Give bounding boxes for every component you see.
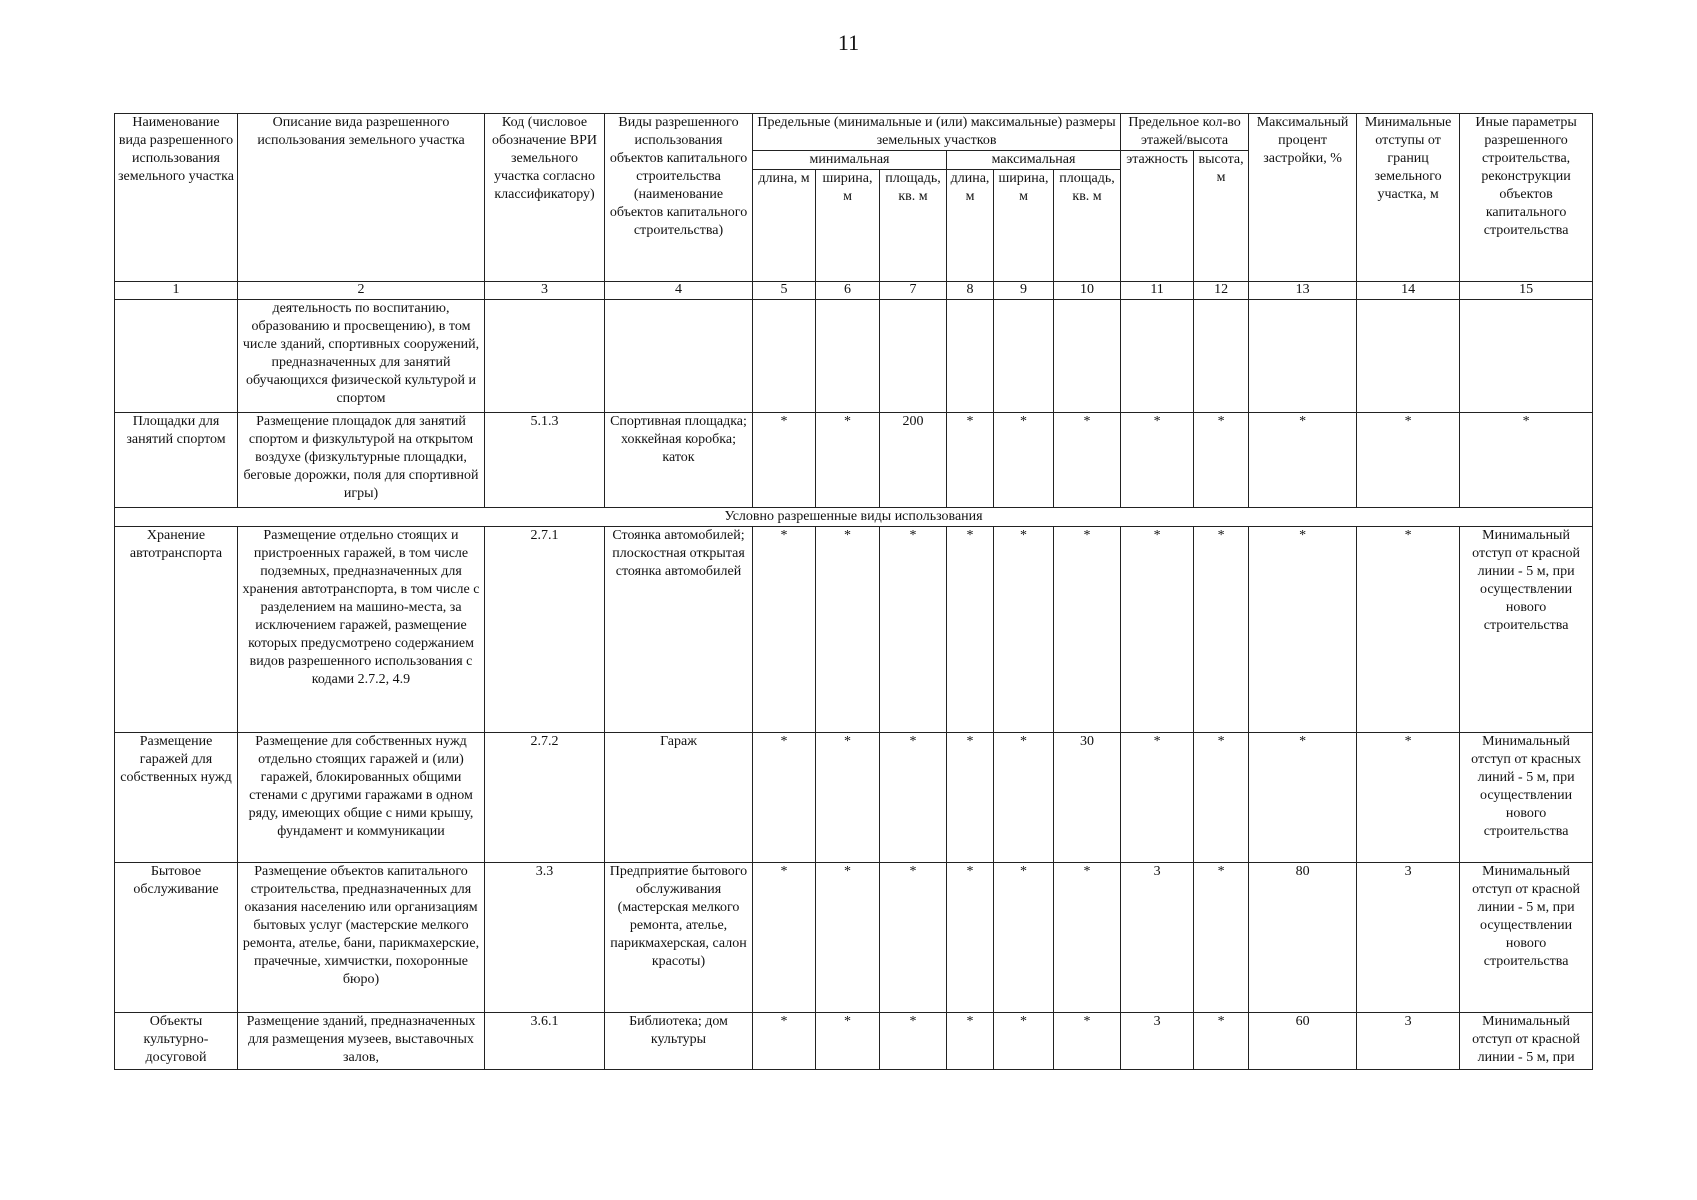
cell-value: * [1121,413,1194,508]
cell-value: * [947,733,994,863]
column-number: 8 [947,282,994,300]
column-number: 2 [238,282,485,300]
cell-value: * [816,413,880,508]
cell-value: * [947,413,994,508]
cell-value: Минимальный отступ от красных линий - 5 м, при осуществлении нового строительства [1460,733,1593,863]
table-row [115,863,1593,1013]
cell-description: Размещение объектов капитального строительства, предназначенных для оказания населению или организациям бытовых услуг (мастерские мелкого ремонта, ателье, бани, парикмахерские, прачечные, химчистки, похоронные бюро) [238,863,485,1013]
cell-value: * [880,1013,947,1070]
cell-value: 3 [1357,1013,1460,1070]
cell-value: * [1194,1013,1249,1070]
cell-value: * [1357,527,1460,733]
cell-value: * [994,527,1054,733]
column-number: 3 [485,282,605,300]
column-number: 10 [1054,282,1121,300]
table-row [115,1013,1593,1070]
header-min-width: ширина, м [816,170,880,282]
cell-value: * [1194,863,1249,1013]
header-height: высота, м [1194,151,1249,282]
table-row [115,527,1593,733]
cell-code: 5.1.3 [485,413,605,508]
cell-value: * [1054,863,1121,1013]
table-row [115,300,1593,413]
cell-value: 3 [1121,1013,1194,1070]
cell-value: * [753,863,816,1013]
cell-value: * [1194,733,1249,863]
cell-value: * [816,527,880,733]
cell-value: * [1194,413,1249,508]
cell-value: * [994,733,1054,863]
cell-value: * [816,1013,880,1070]
cell-objects [605,300,753,413]
cell-value: 30 [1054,733,1121,863]
section-conditional-use: Условно разрешенные виды использования [115,508,1593,527]
cell-value: * [947,1013,994,1070]
cell-value: * [994,863,1054,1013]
cell-value: * [1249,733,1357,863]
cell-value [753,300,816,413]
cell-value: * [1194,527,1249,733]
cell-value [1357,300,1460,413]
header-code: Код (числовое обозначение ВРИ земельного участка согласно классификатору) [485,114,605,282]
cell-value: * [753,1013,816,1070]
header-max-width: ширина, м [994,170,1054,282]
cell-objects: Библиотека; дом культуры [605,1013,753,1070]
column-number: 11 [1121,282,1194,300]
cell-value: * [994,413,1054,508]
cell-code: 2.7.2 [485,733,605,863]
cell-objects: Предприятие бытового обслуживания (мастерская мелкого ремонта, ателье, парикмахерская, салон красоты) [605,863,753,1013]
cell-value: 80 [1249,863,1357,1013]
cell-value: 3 [1357,863,1460,1013]
column-number: 7 [880,282,947,300]
cell-value [1054,300,1121,413]
cell-objects: Спортивная площадка; хоккейная коробка; каток [605,413,753,508]
header-other-params: Иные параметры разрешенного строительства, реконструкции объектов капитального строительства [1460,114,1593,282]
cell-value [947,300,994,413]
cell-name [115,300,238,413]
cell-name: Объекты культурно-досуговой [115,1013,238,1070]
cell-name: Размещение гаражей для собственных нужд [115,733,238,863]
cell-value: * [1249,527,1357,733]
header-objects: Виды разрешенного использования объектов капитального строительства (наименование объектов капитального строительства) [605,114,753,282]
table-body [115,300,1593,1070]
cell-value: * [1121,527,1194,733]
column-number: 12 [1194,282,1249,300]
column-number: 6 [816,282,880,300]
cell-description: деятельность по воспитанию, образованию и просвещению), в том числе зданий, спортивных сооружений, предназначенных для занятий обучающихся физической культурой и спортом [238,300,485,413]
cell-value: Минимальный отступ от красной линии - 5 м, при осуществлении нового строительства [1460,527,1593,733]
cell-value: 3 [1121,863,1194,1013]
cell-value: 200 [880,413,947,508]
header-max-percent: Максимальный процент застройки, % [1249,114,1357,282]
header-min-area: площадь, кв. м [880,170,947,282]
cell-value: * [1357,733,1460,863]
table-row [115,733,1593,863]
cell-value: * [1249,413,1357,508]
header-description: Описание вида разрешенного использования земельного участка [238,114,485,282]
header-floors: этажность [1121,151,1194,282]
section-row [115,508,1593,527]
column-number: 9 [994,282,1054,300]
cell-value [1460,300,1593,413]
cell-value: * [880,527,947,733]
cell-value: * [816,733,880,863]
cell-value [1194,300,1249,413]
header-min-setbacks: Минимальные отступы от границ земельного участка, м [1357,114,1460,282]
column-number: 4 [605,282,753,300]
cell-value [816,300,880,413]
cell-value: Минимальный отступ от красной линии - 5 м, при осуществлении нового строительства [1460,863,1593,1013]
table-row [115,413,1593,508]
cell-value: * [1054,1013,1121,1070]
cell-value: * [1357,413,1460,508]
header-max-area: площадь, кв. м [1054,170,1121,282]
column-number: 5 [753,282,816,300]
cell-code: 3.6.1 [485,1013,605,1070]
header-min-length: длина, м [753,170,816,282]
cell-value: * [753,733,816,863]
cell-value: 60 [1249,1013,1357,1070]
header-floors-group: Предельное кол-во этажей/высота [1121,114,1249,151]
cell-value [1121,300,1194,413]
column-number-row [115,282,1593,300]
cell-value: * [994,1013,1054,1070]
cell-value: * [1054,527,1121,733]
column-number: 1 [115,282,238,300]
cell-name: Хранение автотранспорта [115,527,238,733]
cell-value: Минимальный отступ от красной линии - 5 м, при [1460,1013,1593,1070]
cell-value: * [1054,413,1121,508]
cell-description: Размещение площадок для занятий спортом и физкультурой на открытом воздухе (физкультурные площадки, беговые дорожки, поля для спортивной игры) [238,413,485,508]
cell-value: * [753,413,816,508]
cell-code [485,300,605,413]
header-max-length: длина, м [947,170,994,282]
cell-value [994,300,1054,413]
cell-description: Размещение отдельно стоящих и пристроенных гаражей, в том числе подземных, предназначенных для хранения автотранспорта, в том числе с разделением на машино-места, за исключением гаражей, размещение которых предусмотрено содержанием видов разрешенного использования с кодами 2.7.2, 4.9 [238,527,485,733]
cell-value: * [947,527,994,733]
cell-name: Площадки для занятий спортом [115,413,238,508]
cell-value: * [880,733,947,863]
cell-value: * [753,527,816,733]
cell-name: Бытовое обслуживание [115,863,238,1013]
cell-objects: Стоянка автомобилей; плоскостная открытая стоянка автомобилей [605,527,753,733]
cell-code: 2.7.1 [485,527,605,733]
page-number: 11 [837,30,860,55]
column-number: 15 [1460,282,1593,300]
cell-value: * [880,863,947,1013]
cell-value: * [947,863,994,1013]
table-header [115,114,1593,300]
header-maximum: максимальная [947,151,1121,170]
cell-value: * [1121,733,1194,863]
cell-code: 3.3 [485,863,605,1013]
cell-value [880,300,947,413]
zoning-table [114,113,1593,1070]
column-number: 13 [1249,282,1357,300]
cell-description: Размещение для собственных нужд отдельно стоящих гаражей и (или) гаражей, блокированных общими стенами с другими гаражами в одном ряду, имеющих общие с ними крышу, фундамент и коммуникации [238,733,485,863]
cell-value: * [816,863,880,1013]
column-number: 14 [1357,282,1460,300]
header-name: Наименование вида разрешенного использования земельного участка [115,114,238,282]
header-minimum: минимальная [753,151,947,170]
header-plot-size-group: Предельные (минимальные и (или) максимальные) размеры земельных участков [753,114,1121,151]
cell-value: * [1460,413,1593,508]
cell-objects: Гараж [605,733,753,863]
cell-description: Размещение зданий, предназначенных для размещения музеев, выставочных залов, [238,1013,485,1070]
cell-value [1249,300,1357,413]
